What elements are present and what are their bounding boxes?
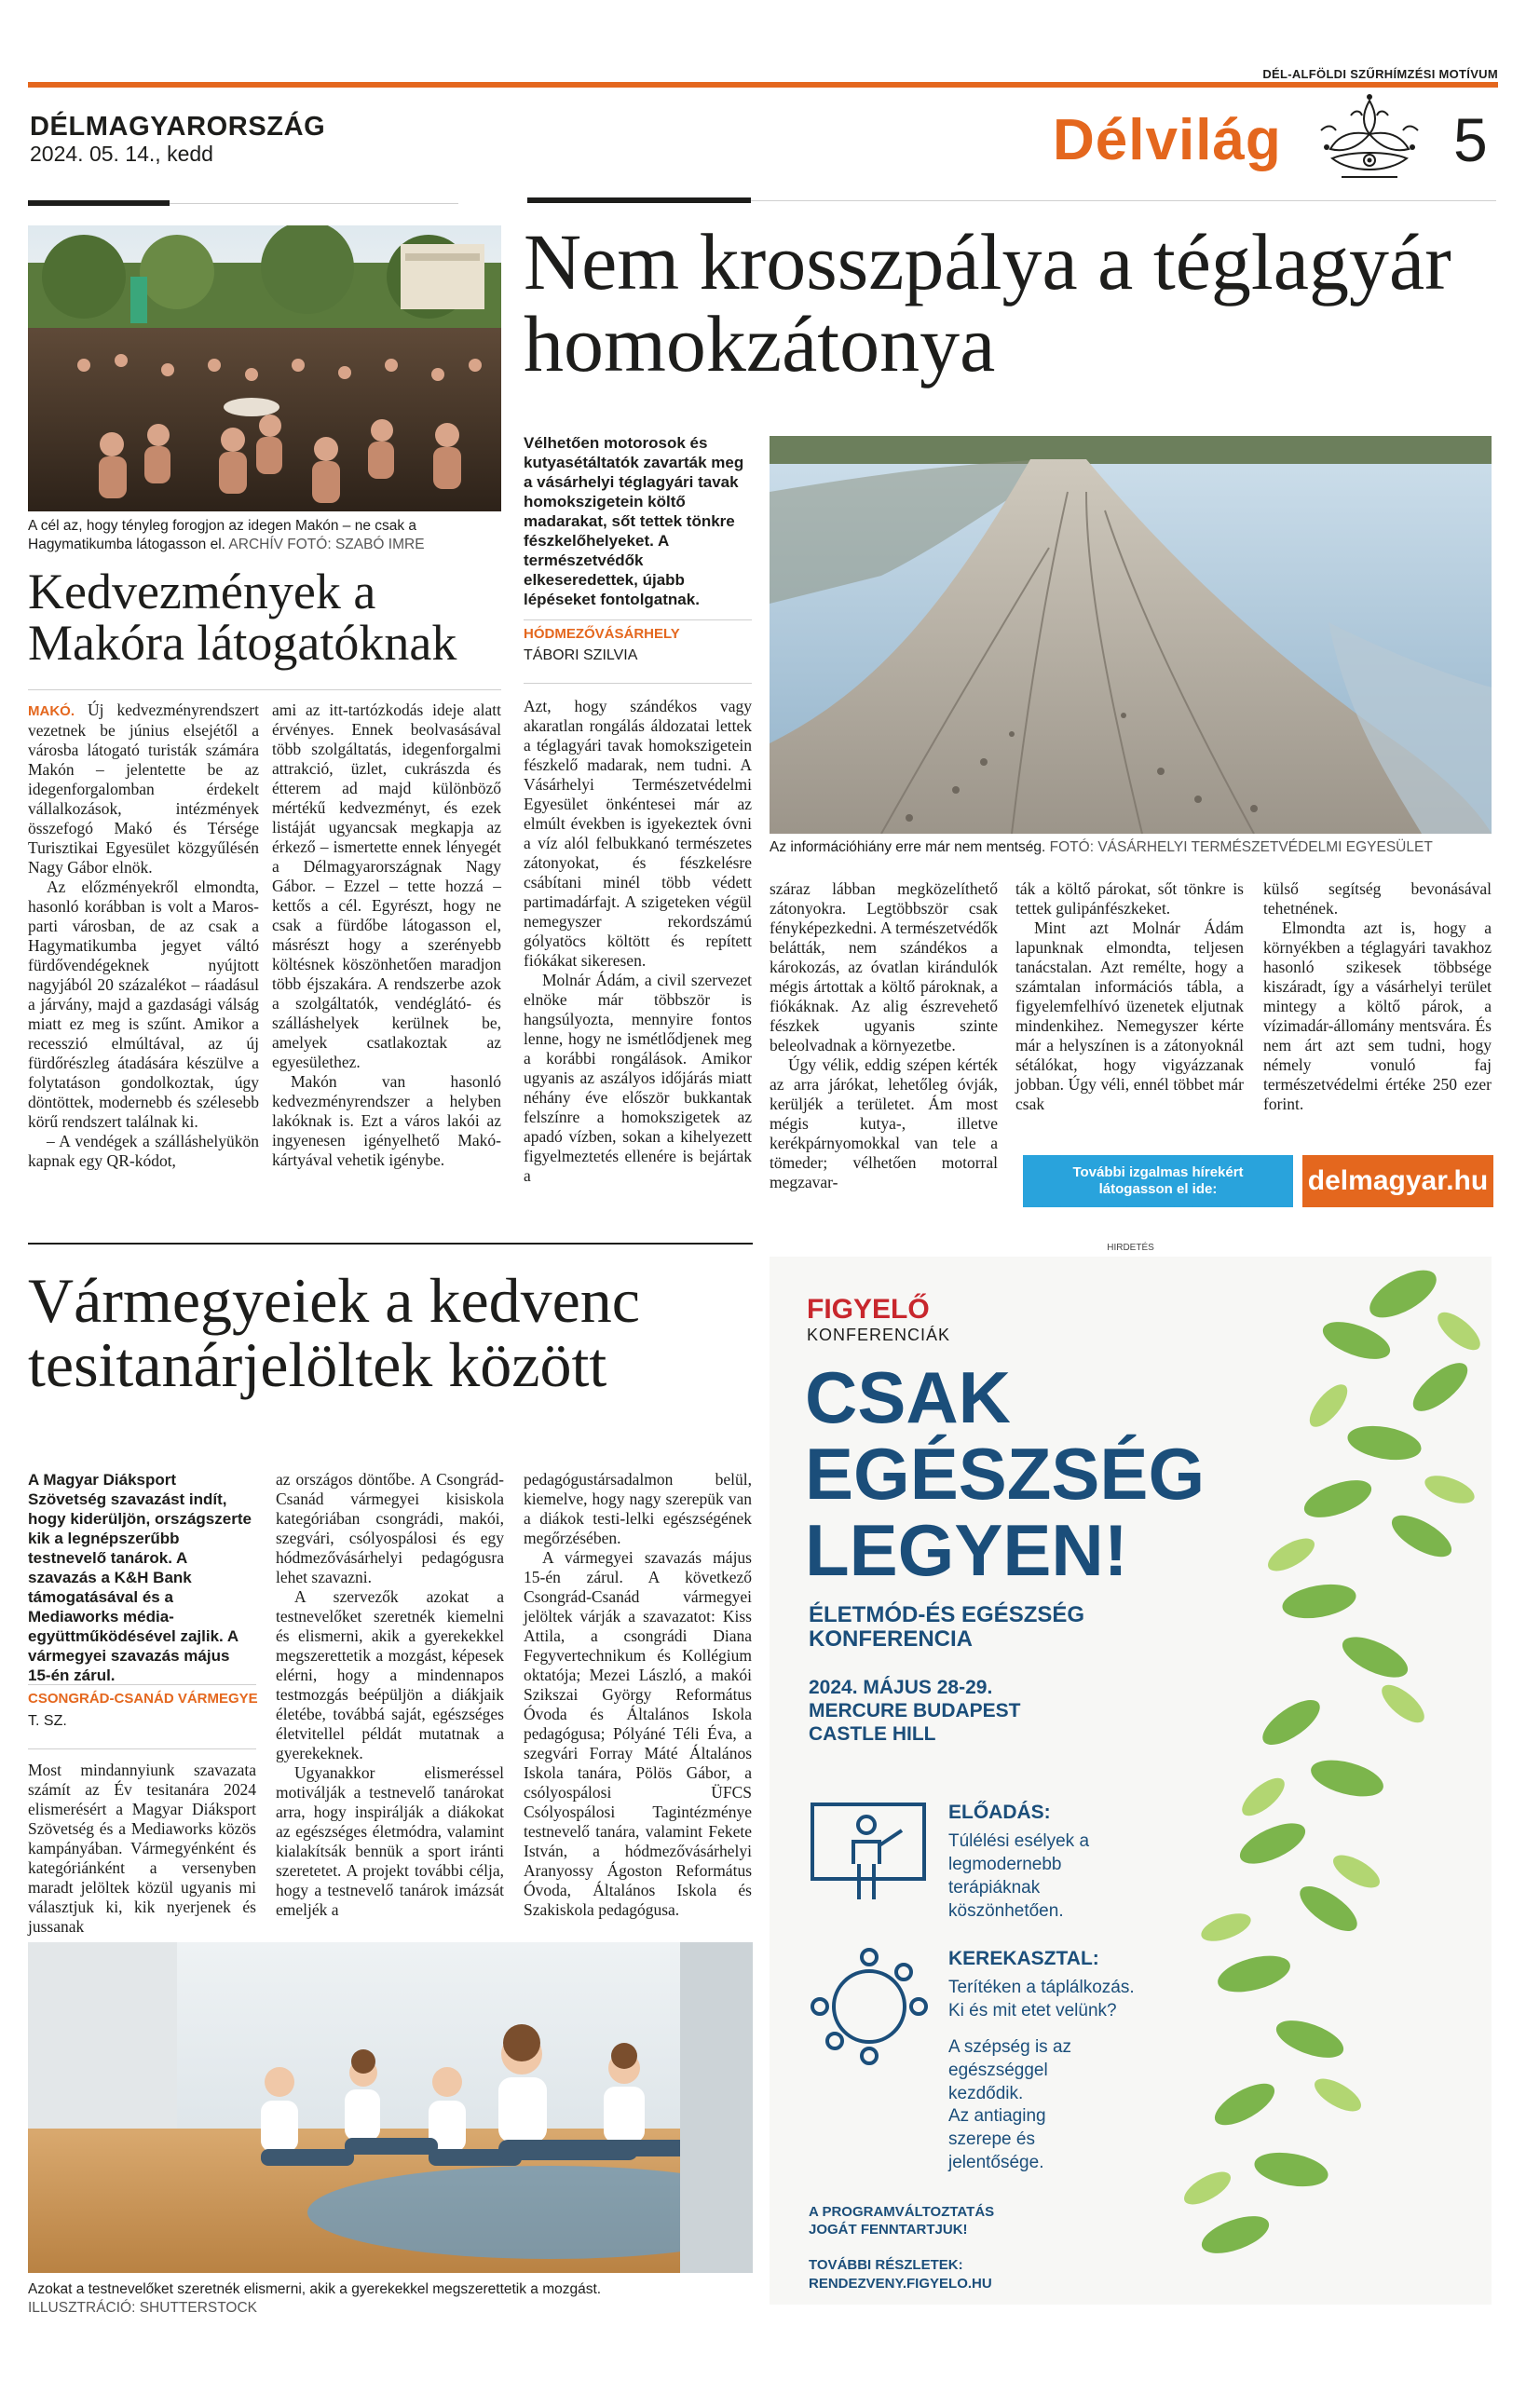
headline-rule — [527, 197, 751, 203]
teglagyar-col3-text: ták a költő párokat, sőt tönkre is tettek gulipánfészkeket. — [1015, 879, 1244, 918]
ad-venue-2: CASTLE HILL — [809, 1723, 936, 1745]
tesi-col3-text: pedagógustársadalmon belül, kiemelve, hogy nagy szerepük van a diákok testi-lelki egészségének megőrzésében. — [524, 1470, 752, 1547]
ad-brand: FIGYELŐ — [807, 1294, 930, 1325]
teglagyar-column-3 — [1015, 879, 1244, 1114]
ad-brand-sub: KONFERENCIÁK — [807, 1326, 951, 1344]
teglagyar-col3b-text: Mint azt Molnár Ádám lapunknak elmondta, teljesen tanácstalan. Azt remélte, hogy a számtalan információs tábla, a figyelemfelhívó üzenetek eljutnak mindenkihez. Nemegyszer kérte már a helyszínen is a zátonyoknál sétálókat, hogy vigyázzanak jobban. Úgy véli, ennél többet már csak — [1015, 918, 1244, 1113]
folk-motif-icon — [1314, 93, 1425, 186]
tesi-author: T. SZ. — [28, 1713, 67, 1729]
mako-headline: Kedvezmények a Makóra látogatóknak — [28, 564, 457, 672]
tesi-col2c-text: Ugyanakkor elismeréssel motiválják a testnevelő tanárokat arra, hogy inspirálják a diákokat az egészséges életmódra, valamint kialakítsák bennük a sport iránti szeretetet. A projekt további célja, hogy a testnevelő tanárok imázsát emeljék a — [276, 1763, 504, 1919]
tesi-column-3 — [524, 1470, 752, 1920]
ad-round-title: KEREKASZTAL: — [948, 1948, 1099, 1969]
ad-headline-line-1: CSAK — [805, 1356, 1012, 1438]
section-title: Délvilág — [1053, 108, 1282, 172]
top-accent-bar — [28, 82, 1498, 88]
gym-photo-caption — [28, 2280, 753, 2318]
teglagyar-col1-text: Azt, hogy szándékos vagy akaratlan rongálás áldozatai lettek a téglagyári tavak homokszigetein fészkelő madarak, nem tudni. A Vásárhelyi Természetvédelmi Egyesület önkéntesei már az elmúlt években is igyekeztek óvni a víz alól felbukkanó természetes zátonyokat, és fészkelésre csábítani minél több védett partimadárfajt. A szigeteken végül nemegyszer rekordszámú gólyatöcs költött és repített fiókákat sikeresen. — [524, 697, 752, 970]
ad-talk-text: Túlélési esélyek a legmodernebb terápiáknak köszönhetően. — [948, 1831, 1090, 1921]
tesi-headline: Vármegyeiek a kedvenc tesitanárjelöltek között — [28, 1265, 640, 1401]
ad-round-text-2: A szépség is az egészséggel kezdődik. — [948, 2037, 1072, 2103]
ad-figyelo[interactable] — [770, 1257, 1492, 2305]
tesi-lead: A Magyar Diáksport Szövetség szavazást indít, hogy kiderüljön, országszerte kik a legnépszerűbb testnevelő tanárok. A szavazás a K&H Bank támogatásával és a Mediaworks média-együttműködésével zajlik. A vármegyei szavazás május 15-én zárul. — [28, 1471, 252, 1684]
ad-subtitle: ÉLETMÓD-ÉS EGÉSZSÉG KONFERENCIA — [809, 1602, 1085, 1652]
paper-name: DÉLMAGYARORSZÁG — [30, 112, 326, 142]
teglagyar-col2-text: száraz lábban megközelíthető zátonyokra. Legtöbbször csak fényképezkedni. A természetvédők belátták, nem szándékos a károkozás, az óvatlan kirándulók mégis ártottak a költő pároknak, a fiókáknak. Az alig észrevehető fészkek ugyanis szinte beleolvadnak a környezetbe. — [770, 879, 998, 1054]
promo-banner[interactable] — [1023, 1155, 1493, 1211]
caption-text: Az információhiány erre már nem mentség. — [770, 839, 1046, 855]
sandbank-photo — [770, 436, 1492, 834]
lower-section-rule — [28, 1243, 753, 1245]
mako-photo-caption — [28, 517, 501, 554]
tesi-col1-text: Most mindannyiunk szavazata számít az Év tesitanára 2024 elismerésért a Magyar Diáksport Szövetség és a Mediaworks közös kampányában. Vármegyénként és kategóriánként a versenyben maradt jelöltek közül ugyanis mi választjuk ki, kik nyerjenek és jussanak — [28, 1761, 256, 1936]
tesi-column-2 — [276, 1470, 504, 1920]
teglagyar-lead-divider — [524, 619, 752, 620]
mako-kicker: MAKÓ. — [28, 703, 75, 719]
tesi-lead-divider — [28, 1684, 256, 1685]
ad-note: A PROGRAMVÁLTOZTATÁS JOGÁT FENNTARTJUK! — [809, 2204, 995, 2238]
ad-label: HIRDETÉS — [1107, 1243, 1154, 1253]
teglagyar-column-4 — [1263, 879, 1492, 1114]
ad-url-link[interactable]: RENDEZVENY.FIGYELO.HU — [809, 2276, 992, 2292]
tesi-byline-divider — [28, 1748, 256, 1749]
ad-round-text-3: Az antiaging szerepe és jelentősége. — [948, 2106, 1046, 2172]
teglagyar-author: TÁBORI SZILVIA — [524, 647, 638, 663]
caption-credit: ARCHÍV FOTÓ: SZABÓ IMRE — [228, 537, 425, 552]
teglagyar-location: HÓDMEZŐVÁSÁRHELY — [524, 626, 680, 642]
teglagyar-headline: Nem krosszpálya a téglagyár homokzátonya — [524, 217, 1451, 388]
tesi-column-1 — [28, 1761, 256, 1937]
ad-headline-line-3: LEGYEN! — [805, 1509, 1128, 1591]
mako-col2-text: ami az itt-tartózkodás ideje alatt érvényes. Ennek beolvasásával több szolgáltatás, idegenforgalmi attrakció, üzlet, cukrászda és étterem ad majd különböző mértékű kedvezményt, és ezek listáját ugyancsak megkapja az érkező – ismertette ennek lényegét a Délmagyarországnak Nagy Gábor. – Ezzel – tette hozzá – kettős a cél. Egyrészt, hogy ne csak a fürdőbe látogasson el, másrészt hogy a szerényebb költésnek köszönhetően maradjon több éjszakára. A rendszerbe azok a szolgáltatók, vendéglátó- és szálláshelyek kerülnek be, amelyek csatlakoztak az egyesülethez. — [272, 701, 501, 1071]
tesi-location: CSONGRÁD-CSANÁD VÁRMEGYE — [28, 1691, 258, 1707]
caption-text: Azokat a testnevelőket szeretnék elismerni, akik a gyerekekkel megszerettetik a mozgást. — [28, 2281, 602, 2297]
teglagyar-column-2 — [770, 879, 998, 1192]
mako-divider — [28, 689, 501, 690]
caption-credit: ILLUSZTRÁCIÓ: SHUTTERSTOCK — [28, 2300, 258, 2316]
ad-round-text-1: Terítéken a táplálkozás. Ki és mit etet velünk? — [948, 1978, 1135, 2020]
tesi-col3b-text: A vármegyei szavazás május 15-én zárul. A következő Csongrád-Csanád vármegyei jelöltek várják a szavazatot: Kiss Attila, a csongrádi Diana Fegyvertechnikum és Kollégium oktatója; Mezei László, a makói Szikszai György Református Óvoda és Általános Iskola pedagógusa; Pólyáné Téli Éva, a szegvári Forray Máté Általános Iskola tanára, Pölös Gábor, a csólyospálosi ÜFCS Csólyospálosi Tagintézménye testnevelő tanára, valamint Fekete István, a hódmezővásárhelyi Aranyossy Ágoston Református Óvoda, Általános Iskola és Szakiskola pedagógusa. — [524, 1548, 752, 1919]
teglagyar-col4-text: külső segítség bevonásával tehetnének. — [1263, 879, 1492, 918]
ad-venue-1: MERCURE BUDAPEST — [809, 1700, 1021, 1721]
ad-headline-line-2: EGÉSZSÉG — [805, 1433, 1206, 1515]
page-number: 5 — [1453, 105, 1488, 174]
caption-credit: FOTÓ: VÁSÁRHELYI TERMÉSZETVÉDELMI EGYESÜLET — [1049, 839, 1433, 855]
mako-col1c-text: – A vendégek a szálláshelyükön kapnak egy QR-kódot, — [28, 1132, 259, 1170]
gym-class-photo — [28, 1942, 753, 2273]
ad-date: 2024. MÁJUS 28-29. — [809, 1677, 993, 1698]
ad-talk-title: ELŐADÁS: — [948, 1802, 1051, 1823]
teglagyar-byline-divider — [524, 683, 752, 684]
mako-col1b-text: Az előzményekről elmondta, hasonló korábban is volt a Maros-parti városban, de az csak a Hagymatikumba jegyet váltó fürdővendégeknek nyújtott nagyjából 20 százalékot – ráadásul a járvány, majd a gazdasági válság miatt ez meg is szűnt. Amikor a recesszió elmúltával, az új fürdőrészleg átadására készülve a folytatáson gondolkoztak, úgy döntöttek, modernebb és szélesebb körű rendszert találnak ki. — [28, 877, 259, 1131]
teglagyar-col2b-text: Úgy vélik, eddig szépen kérték az arra járókat, lehetőleg óvják, kerüljék a területet. Ám most mégis kutya-, illetve kerékpárnyomokkal van tele a tömeder; vélhetően motorral megzavar- — [770, 1055, 998, 1191]
ad-date-venue — [809, 1676, 1021, 1746]
tesi-col2-text: az országos döntőbe. A Csongrád-Csanád vármegyei kisiskola kategóriában csongrádi, makói, szegvári, csólyospálosi és egy hódmezővásárhelyi pedagógusra lehet szavazni. — [276, 1470, 504, 1586]
mako-column-2 — [272, 701, 501, 1170]
teglagyar-lead: Vélhetően motorosok és kutyasétáltatók zavarták meg a vásárhelyi téglagyári tavak homokszigetein költő madarakat, sőt tettek tönkre fészkelőhelyeket. A természetvédők elkeseredettek, újabb lépéseket fontolgatnak. — [524, 434, 744, 608]
mako-col2b-text: Makón van hasonló kedvezményrendszer a helyben lakóknak is. Ezt a város lakói az ingyenesen igényelhető Makó-kártyával vehetik igénybe. — [272, 1072, 501, 1169]
headline-thin — [751, 200, 1496, 201]
header-thin-left — [170, 203, 458, 204]
ad-more: TOVÁBBI RÉSZLETEK: — [809, 2257, 963, 2273]
teglagyar-column-1 — [524, 697, 752, 1186]
spa-photo — [28, 225, 501, 511]
presentation-icon — [809, 1797, 930, 1909]
teglagyar-col4b-text: Elmondta azt is, hogy a környékben a téglagyári tavakhoz hasonló szikesek többsége kiszáradt, így a vásárhelyi terület mintegy a költő párok, a vízimadár-állomány mentsvára. És nem árt azt sem tudni, hogy némely vonuló faj természetvédelmi értéke 250 ezer forint. — [1263, 918, 1492, 1113]
teglagyar-col1b-text: Molnár Ádám, a civil szervezet elnöke már többször is hangsúlyozta, mennyire fontos lenne, hogy ne ismétlődjenek meg a korábbi rongálások. Amikor ugyanis az aszályos időjárás miatt néhány éve először bukkantak felszínre a homokszigetek az apadó vízben, sokan a kihelyezett figyelmeztetés ellenére is bejártak a — [524, 971, 752, 1185]
mako-col1-text: Új kedvezményrendszert vezetnek be június elsejétől a városba látogató turisták számára Makón – jelentette be az idegenforgalomban érdekelt vállalkozások, intézmények összefogó Makó és Térsége Turisztikai Egyesület közgyűlésén Nagy Gábor elnök. — [28, 701, 259, 877]
motif-label: DÉL-ALFÖLDI SZŰRHÍMZÉSI MOTÍVUM — [1262, 67, 1498, 81]
sandbank-caption — [770, 838, 1492, 857]
promo-site-link[interactable]: delmagyar.hu — [1302, 1155, 1493, 1207]
tesi-col2b-text: A szervezők azokat a testnevelőket szeretnék kiemelni és elismerni, akik a gyerekekkel megszerettetik a mozgást, képesek elérni, hogy a mindennapos testmozgás beépüljön a diákjaik életébe, továbbá saját, egészséges életvitellel példát mutatnak a gyerekeknek. — [276, 1587, 504, 1762]
promo-text: További izgalmas hírekért látogasson el ide: — [1023, 1155, 1293, 1207]
roundtable-icon — [809, 1946, 930, 2067]
caption-text: A cél az, hogy tényleg forogjon az idegen Makón – ne csak a Hagymatikumba látogasson el. — [28, 518, 417, 552]
mako-column-1 — [28, 701, 259, 1171]
paper-date: 2024. 05. 14., kedd — [30, 142, 213, 166]
ad-headline — [805, 1356, 1206, 1591]
header-rule-left — [28, 200, 170, 206]
